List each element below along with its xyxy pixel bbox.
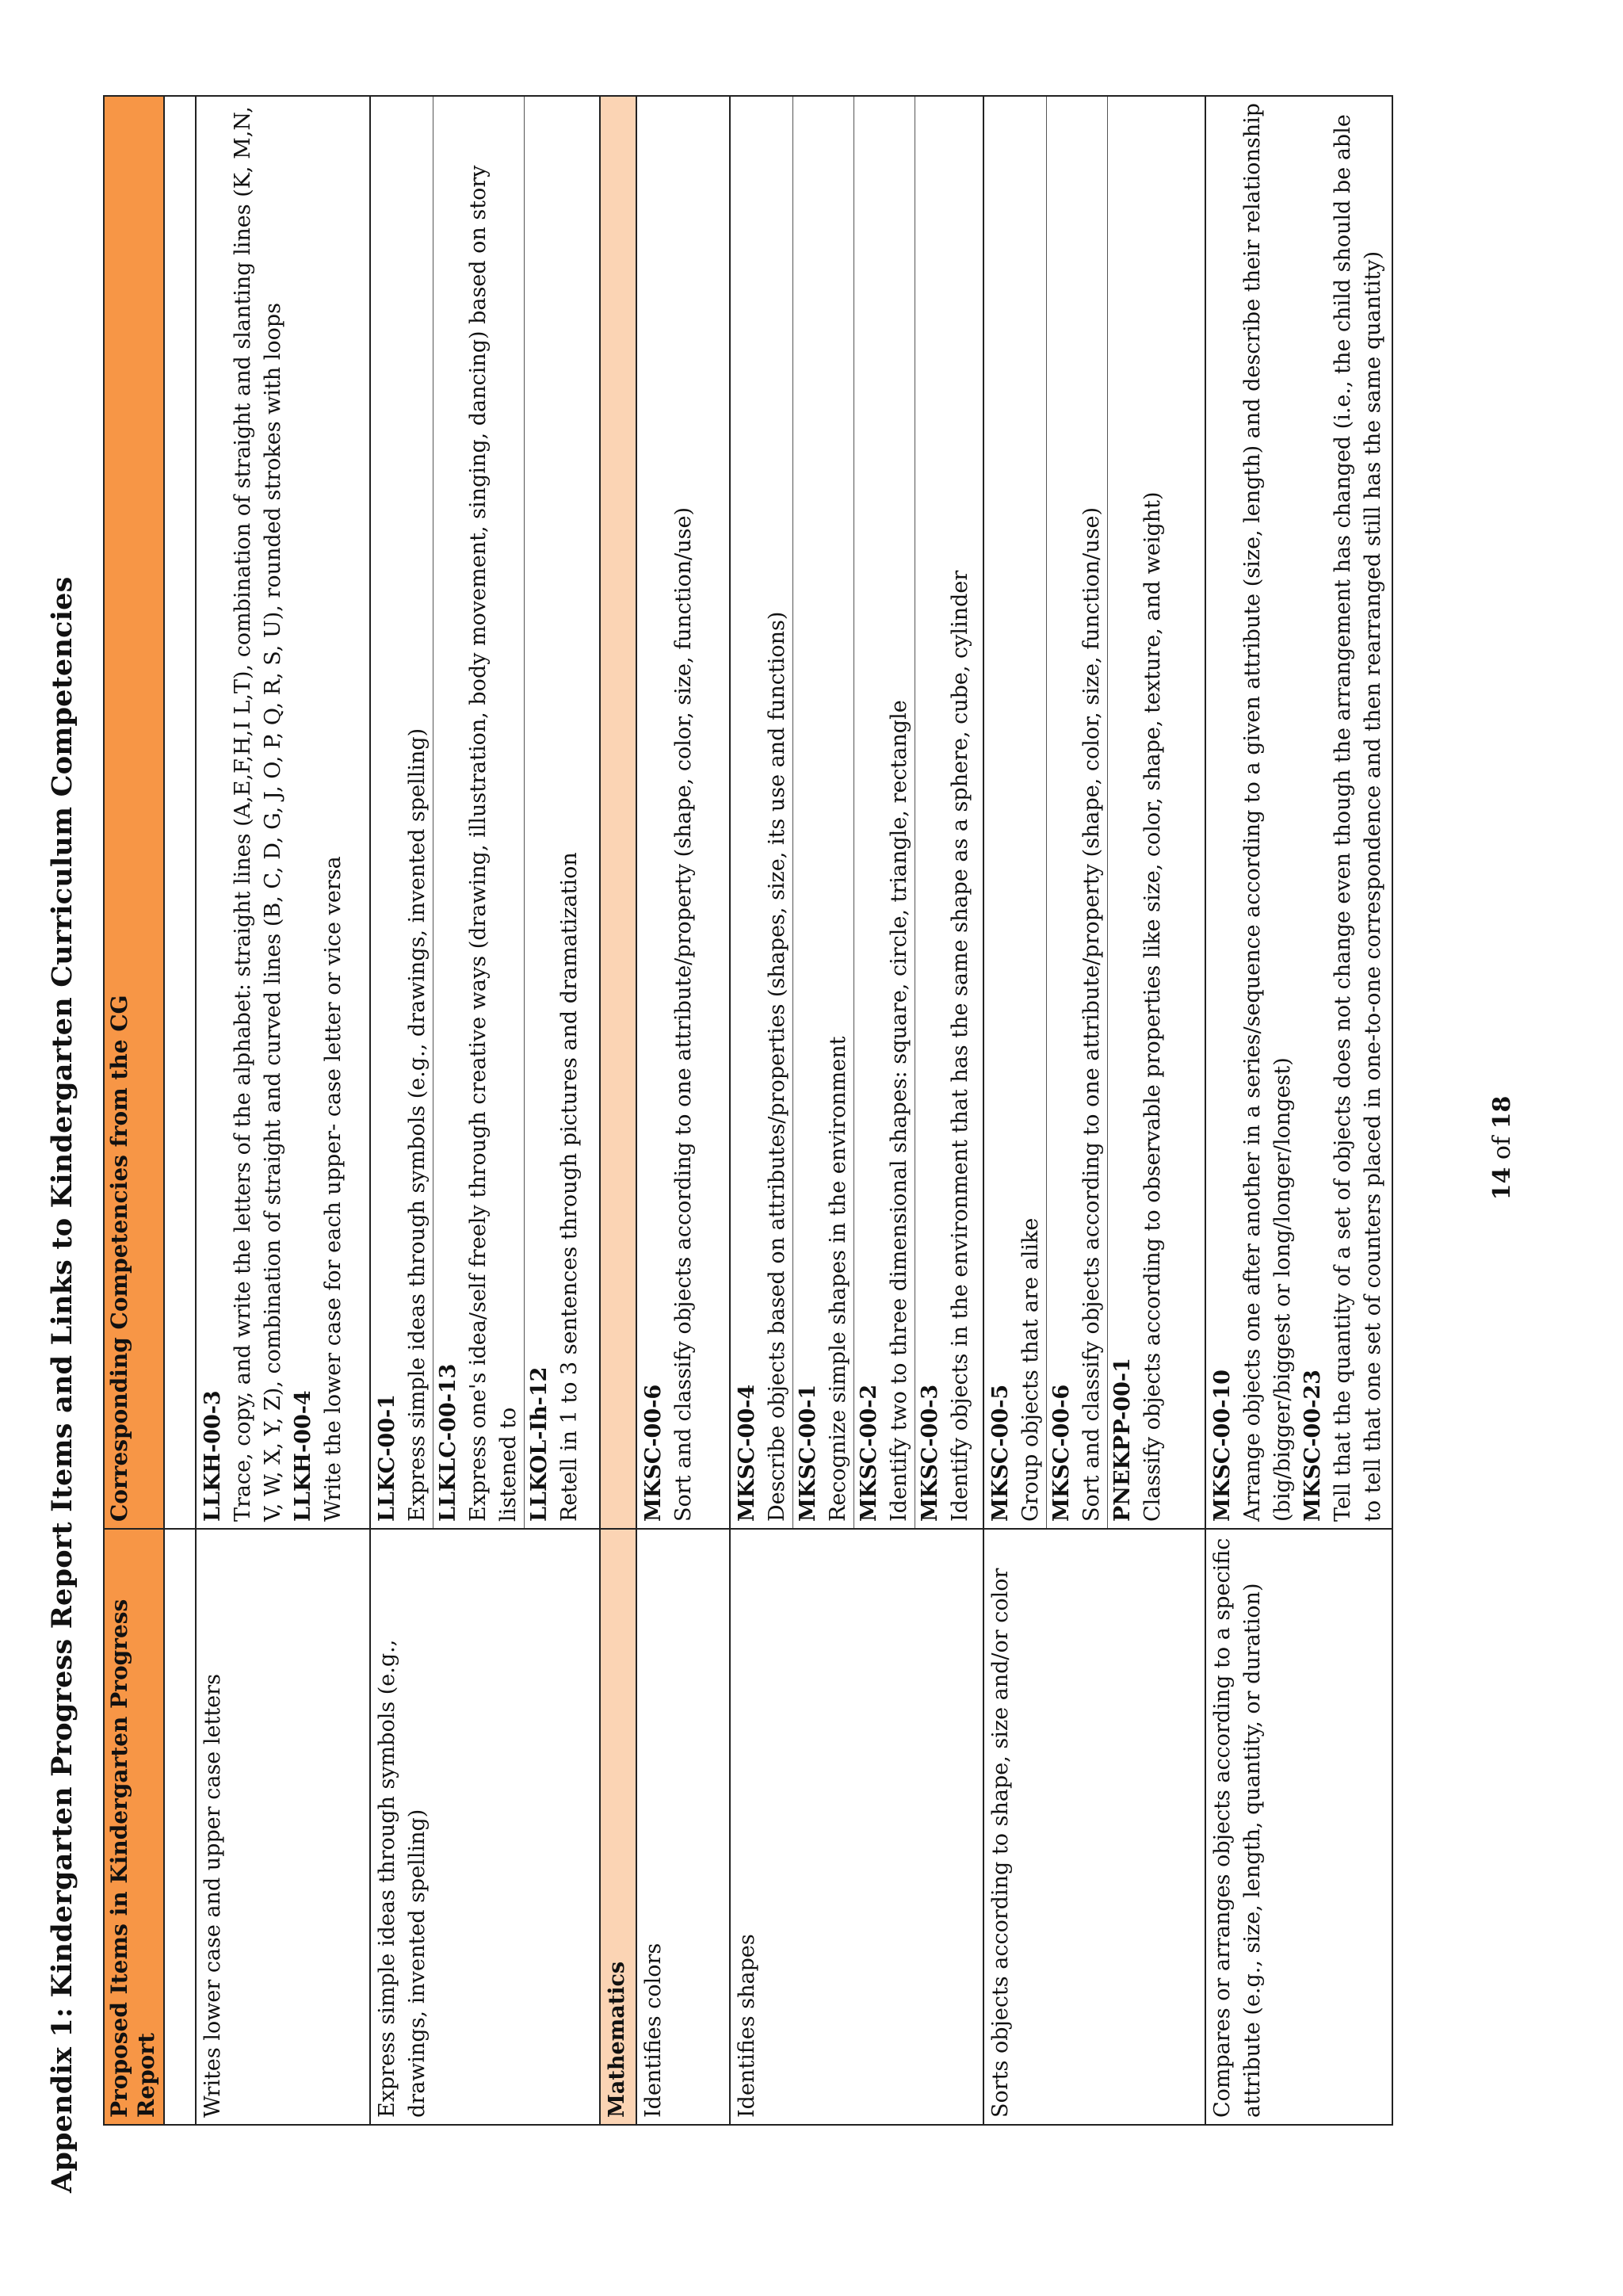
competency-code: MKSC-00-5 <box>988 1384 1013 1522</box>
competency-code: MKSC-00-10 <box>1210 1370 1235 1522</box>
competency-text: Identify two to three dimensional shapes: square, circle, triangle, rectangle <box>887 700 911 1522</box>
competency-text: Trace, copy, and write the letters of the alphabet: straight lines (A,E,F,H,I L,T), combination of straight and slanting lines (K, M,N, V, W, X, Y, Z), combination of straight and curved lines (B, C, D, G, J, O, P, Q, R, S, U), rounded strokes with loops <box>231 106 285 1522</box>
item-cell: Compares or arranges objects according to a specific attribute (e.g., size, length, quantity, or duration) <box>1205 1529 1392 2125</box>
category-label: Mathematics <box>600 1529 636 2125</box>
competency-text: Retell in 1 to 3 sentences through pictures and dramatization <box>557 852 582 1522</box>
total-pages: 18 <box>1488 1095 1516 1129</box>
competency-text: Group objects that are alike <box>1018 1217 1043 1522</box>
competency-code: MKSC-00-3 <box>918 1384 942 1522</box>
spacer-row <box>164 96 196 2125</box>
competency-cell <box>636 96 730 1529</box>
item-cell: Writes lower case and upper case letters <box>196 1529 370 2125</box>
page-of-label: of <box>1488 1136 1516 1160</box>
competency-code: MKSC-00-6 <box>641 1384 666 1522</box>
table-row <box>370 96 600 2125</box>
competency-code: PNEKPP-00-1 <box>1110 1358 1135 1522</box>
competency-code: LLKC-00-1 <box>375 1394 399 1522</box>
competency-text: Express simple ideas through symbols (e.g., drawings, invented spelling) <box>405 728 430 1522</box>
page-number <box>1488 0 1516 2296</box>
competency-code: MKSC-00-1 <box>796 1384 820 1522</box>
item-cell: Identifies shapes <box>730 1529 983 2125</box>
table-row <box>730 96 983 2125</box>
competency-code: LLKLC-00-13 <box>436 1363 460 1522</box>
competency-text: Recognize simple shapes in the environment <box>826 1036 850 1522</box>
competency-code: LLKH-00-4 <box>291 1390 315 1522</box>
table-row <box>636 96 730 2125</box>
competency-text: Arrange objects one after another in a series/sequence according to a given attribute (size, length) and describe their relationship (big/bigger/biggest or long/longer/longest) <box>1240 102 1295 1522</box>
competency-cell <box>1205 96 1392 1529</box>
competency-cell <box>370 96 600 1529</box>
competency-text: Write the lower case for each upper- case letter or vice versa <box>321 856 346 1522</box>
competency-code: LLKH-00-3 <box>200 1390 225 1522</box>
item-cell: Express simple ideas through symbols (e.g., drawings, invented spelling) <box>370 1529 600 2125</box>
competency-cell <box>983 96 1205 1529</box>
current-page: 14 <box>1488 1167 1516 1201</box>
competency-code: MKSC-00-6 <box>1049 1384 1074 1522</box>
table-header-row <box>104 96 164 2125</box>
competency-code: MKSC-00-23 <box>1300 1370 1325 1522</box>
header-items: Proposed Items in Kindergarten Progress Report <box>104 1529 164 2125</box>
competency-text: Sort and classify objects according to one attribute/property (shape, color, size, function/use) <box>671 507 696 1522</box>
competency-cell <box>196 96 370 1529</box>
category-row <box>600 96 636 2125</box>
item-cell: Sorts objects according to shape, size and/or color <box>983 1529 1205 2125</box>
table-row <box>983 96 1205 2125</box>
table-row <box>196 96 370 2125</box>
competency-code: LLKOL-Ih-12 <box>527 1366 552 1522</box>
item-cell: Identifies colors <box>636 1529 730 2125</box>
competency-text: Classify objects according to observable properties like size, color, shape, texture, and weight) <box>1140 491 1165 1522</box>
competency-text: Express one's idea/self freely through creative ways (drawing, illustration, body movement, singing, dancing) based on story listened to <box>466 165 521 1522</box>
competency-text: Describe objects based on attributes/properties (shapes, size, its use and functions) <box>765 611 789 1522</box>
page-title: Appendix 1: Kindergarten Progress Report Items and Links to Kindergarten Curriculum Competencies <box>46 576 78 2193</box>
competency-table <box>103 95 1393 2126</box>
competency-code: MKSC-00-2 <box>857 1384 881 1522</box>
competency-text: Identify objects in the environment that has the same shape as a sphere, cube, cylinder <box>948 570 972 1522</box>
competency-code: MKSC-00-4 <box>735 1384 759 1522</box>
table-row <box>1205 96 1392 2125</box>
competency-text: Tell that the quantity of a set of objects does not change even though the arrangement has changed (i.e., the child should be able to tell that one set of counters placed in one-to-one correspondence and then rearranged still has the same quantity) <box>1331 114 1385 1522</box>
header-competencies: Corresponding Competencies from the CG <box>104 96 164 1529</box>
competency-cell <box>730 96 983 1529</box>
competency-text: Sort and classify objects according to one attribute/property (shape, color, size, function/use) <box>1079 507 1104 1522</box>
